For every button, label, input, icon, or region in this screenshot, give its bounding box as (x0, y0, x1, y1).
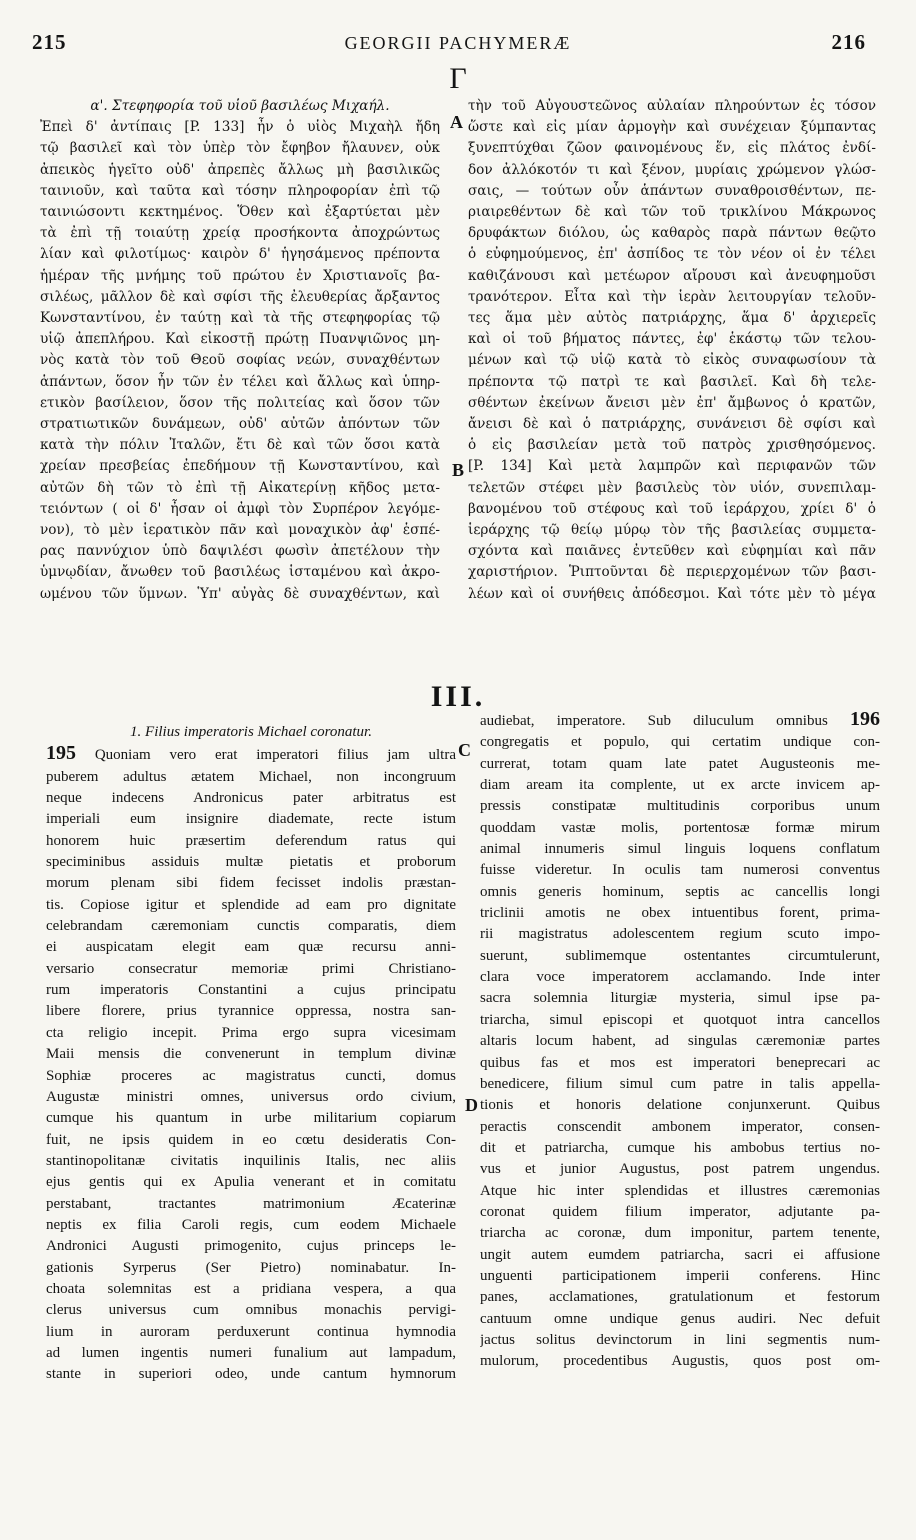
greek-left-line: ετικὸν βασίλειον, ὅσον τῆς πολιτείας καὶ ὅσον τῶν (40, 394, 440, 411)
latin-left-line: clerus universus cum omnibus monachis pervigi- (46, 1302, 456, 1319)
latin-left-line: fuit, ne ipsis quidem in eo cœtu desideratis Con- (46, 1131, 456, 1148)
greek-left-line: σιλέως, μᾶλλον δὲ καὶ σφίσι τῆς ἐλευθερίας ἄρξαντος (40, 288, 440, 305)
latin-right-line: pressis constipatæ multitudinis corporibus unum (480, 798, 880, 815)
greek-left-lines (40, 117, 440, 605)
latin-left-first-line (46, 743, 456, 766)
latin-right-line: diam aream ita complente, ut ex arcte invicem ap- (480, 777, 880, 794)
greek-left-line: χρείαν πρεσβείας ἐπεδήμουν τῇ Κωνσταντίνου, καὶ (40, 458, 440, 475)
latin-right-line: panes, acclamationes, gratulationum et festorum (480, 1289, 880, 1306)
greek-left-line: ὑμνῳδίαν, ἄνωθεν τοῦ βασιλέως ἱσταμένου καὶ ἀκρο- (40, 564, 440, 581)
greek-right-line: μένων καὶ τῷ υἱῷ κατὰ τὸ εἰκὸς συναφωσίουν τὰ (468, 352, 876, 369)
latin-right-line: tionis et honoris delatione conjunxerunt. Quibus (480, 1097, 880, 1114)
latin-left-line: tis. Copiose igitur et splendide ad eam pro dignitate (46, 896, 456, 913)
greek-right-line: ἱεράρχης τῷ θείῳ μύρῳ τὸν τῆς βασιλείας συμμετα- (468, 522, 876, 539)
latin-right-line: fuisse videretur. In oculis tam numerosi conventus (480, 862, 880, 879)
greek-column-left (40, 96, 440, 605)
latin-right-line: cantuum omne undique genus audiri. Nec defuit (480, 1310, 880, 1327)
latin-right-line: quoddam vastæ molis, portentosæ formæ mirum (480, 819, 880, 836)
greek-right-line: σχόντα καὶ παιᾶνες ἐντεῦθεν καὶ εὐφημίαι καὶ πᾶν (468, 543, 876, 560)
greek-left-line: κατὰ τὴν πόλιν Ἰταλῶν, ἔτι δὲ καὶ τῶν ὅσοι κατὰ (40, 437, 440, 454)
margin-letter-b: B (452, 460, 465, 480)
greek-right-line: ριαιρεθέντων δὲ καὶ τῶν τοῦ τρικλίνου Μάκρωνος (468, 204, 876, 221)
latin-right-line: congregatis et populo, qui certatim undique con- (480, 734, 880, 751)
latin-right-line: benedicere, filium simul cum patre in talis appella- (480, 1075, 880, 1092)
greek-right-line: τελετῶν στέφει μὲν βασιλεὺς τὸν υἱόν, συνεπιλαμ- (468, 479, 876, 496)
latin-left-line: perstabant, tractantes matrimonium Æcaterinæ (46, 1195, 456, 1212)
greek-right-line: σθέντων ἐκείνων ἄνεισι μὲν ἐπ' ἄμβωνος ὁ κρατῶν, (468, 394, 876, 411)
latin-left-line: cumque his quantum in urbe militarium copiarum (46, 1110, 456, 1127)
greek-right-line: ἄνεισι δὲ καὶ ὁ πατριάρχης, συνάνεισι δὲ σφίσι καὶ (468, 416, 876, 433)
latin-left-line: ad lumen ingentis numeri funalium aut lampadum, (46, 1344, 456, 1361)
page-number-left: 215 (32, 30, 67, 54)
greek-left-line: τῷ βασιλεῖ καὶ τὸν ὑπὲρ τὸν ἔφηβον ἤλαυνεν, οὐκ (40, 140, 440, 157)
greek-left-line: λίαν καὶ φιλοτίμως· καιρὸν δ' ἡγησάμενος πρέποντα (40, 246, 440, 263)
latin-left-line: versario consecratur memoriæ primi Christiano- (46, 960, 456, 977)
latin-right-line: rii magistratus adolescentem regium scuto impo- (480, 926, 880, 943)
latin-right-line: peractis conscendit ambonem imperator, consen- (480, 1118, 880, 1135)
latin-left-line: choata solemnitas est a pridiana vespera, a qua (46, 1280, 456, 1297)
latin-left-line: Augustæ ministri omnes, universus ordo civium, (46, 1088, 456, 1105)
latin-right-line: vus et junior Augustus, post patrem ungendus. (480, 1161, 880, 1178)
greek-right-line: τρανότερον. Εἶτα καὶ τὴν ἱερὰν λειτουργίαν τελοῦν- (468, 288, 876, 305)
greek-left-line: ἁπάντων, ὅσον ἦν τῶν ἐν τέλει καὶ ἄλλως καὶ ὑπηρ- (40, 373, 440, 390)
greek-chapter-title: α'. Στεφηφορία τοῦ υἱοῦ βασιλέως Μιχαήλ. (90, 98, 390, 114)
latin-left-line: neque indecens Andronicus pater arbitratus est (46, 790, 456, 807)
greek-right-line: ὥστε καὶ εἰς μίαν ἁρμογὴν καὶ συνέχειαν ξύμπαντας (468, 119, 876, 136)
greek-right-line: χαριστήριον. Ῥιπτοῦνται δὲ περιερχομένων τῶν βασι- (468, 564, 876, 581)
greek-right-line: δρυφάκτων διόλου, ὡς καθαρὸς παρὰ πάντων θεῷτο (468, 225, 876, 242)
latin-left-lines (46, 743, 456, 1385)
latin-right-line: mulorum, procedentibus Augustis, quos post om- (480, 1353, 880, 1370)
greek-left-line: ταινιώσοντι κεκτημένος. Ὅθεν καὶ ἐξαρτύεται μὲν (40, 204, 440, 221)
greek-left-line: τὰ ἐπὶ τῇ τοιαύτῃ χρείᾳ προσήκοντα ἀποχρώντως (40, 225, 440, 242)
latin-right-line: altaris locum habent, ad singulas cæremoniæ partes (480, 1033, 880, 1050)
latin-left-line: ejus gentis qui ex Apulia venerant et in comitatu (46, 1174, 456, 1191)
greek-left-line: ταινιοῦν, καὶ ταῦτα καὶ τόσην πληροφορίαν ἐπὶ τῷ (40, 182, 440, 199)
greek-right-line: ὁ εἰς βασιλείαν μετὰ τοῦ πατρὸς χρισθησόμενος. (468, 437, 876, 454)
greek-left-line: Κωνσταντίνου, ἐν ταύτῃ καὶ τὰ τῆς στεφηφορίας τῷ (40, 310, 440, 327)
latin-left-line: lium in auroram perduxerunt continua hymnodia (46, 1323, 456, 1340)
latin-left-first-text: Quoniam vero erat imperatori filius jam ultra (94, 747, 456, 764)
latin-right-first-line (480, 709, 880, 732)
latin-right-line: triarcha ac coronæ, dum imponitur, partem tenente, (480, 1225, 880, 1242)
book-letter: Γ (449, 62, 467, 95)
latin-left-line: rum imperatoris Constantini a cujus principatu (46, 982, 456, 999)
latin-right-line: clara voce imperatorem acclamando. Inde inter (480, 969, 880, 986)
greek-right-line: σαις, — τούτων οὖν ἁπάντων συναθροισθέντων, πε- (468, 182, 876, 199)
latin-right-line: dit et patriarcha, cumque his ambobus tertius no- (480, 1139, 880, 1156)
greek-left-line: ἀπεικὸς ἡγεῖτο οὐδ' ἀπρεπὲς ἄλλως μὴ βασιλικῶς (40, 161, 440, 178)
latin-right-line: Atque hic inter splendidas et illustres cæremonias (480, 1182, 880, 1199)
greek-left-line: τειόντων ( οἱ δ' ἦσαν οἱ ἀμφὶ τὸν Συρπέρον λεγόμε- (40, 500, 440, 517)
greek-left-line: αὐτῶν δὴ τῶν τὸ ἐπὶ τῇ Αἰκατερίνῃ κῆδος μετα- (40, 479, 440, 496)
latin-right-line: jactus solitus devinctorum in lini segmentis num- (480, 1331, 880, 1348)
latin-left-line: ei auspicatam elegit eam quæ recursu anni- (46, 939, 456, 956)
latin-left-line: libere florere, prius tyrannice oppressa, nostra san- (46, 1003, 456, 1020)
margin-letter-a: A (450, 112, 463, 132)
latin-left-line: stantinopolitanæ civitatis inquilinis Italis, nec aliis (46, 1152, 456, 1169)
latin-right-line: suerunt, sublimemque ostentantes circumtulerunt, (480, 947, 880, 964)
section-heading: III. (430, 680, 486, 713)
latin-left-line: Andronici Augusti primogenito, cujus princeps le- (46, 1238, 456, 1255)
paragraph-number-195: 195 (46, 743, 76, 765)
greek-right-line: πρέποντα τῷ πατρὶ τε καὶ βασιλεῖ. Καὶ δὴ τελε- (468, 373, 876, 390)
latin-right-line: quibus fas et mos est imperatori beneprecari ac (480, 1054, 880, 1071)
greek-right-line: δον ἀλλόκοτόν τι καὶ ξένον, μυρίαις χρώμενον γλώσ- (468, 161, 876, 178)
paragraph-number-196: 196 (850, 709, 880, 730)
latin-right-line: ungit autem eumdem patriarcha, sacri ei affusione (480, 1246, 880, 1263)
greek-right-line: τες ἅμα μὲν αὐτὸς πατριάρχης, ἅμα δ' ἀρχιερεῖς (468, 310, 876, 327)
latin-left-line: Sophiæ proceres ac magistratus cuncti, domus (46, 1067, 456, 1084)
greek-left-line: ωμένου τῶν ὕμνων. Ὑπ' αὐγὰς δὲ συναχθέντων, καὶ (40, 585, 440, 602)
latin-right-line: sacra solemnia liturgiæ mysteria, simul ipse pa- (480, 990, 880, 1007)
latin-left-line: celebrandam cæremoniam cunctis comparatis, diem (46, 918, 456, 935)
latin-chapter-title: 1. Filius imperatoris Michael coronatur. (130, 724, 372, 740)
latin-left-line: imperiali eum insignire diademate, recte istum (46, 811, 456, 828)
greek-left-line: νον), τὸ μὲν ἱερατικὸν πᾶν καὶ μοναχικὸν ἀφ' ἑσπέ- (40, 522, 440, 539)
latin-left-line: honorem huic præsertim deferendum ratus qui (46, 832, 456, 849)
latin-right-line: unguenti participationem imperii conferens. Hinc (480, 1267, 880, 1284)
latin-right-line: coronat quidem filium imperator, adjutante pa- (480, 1203, 880, 1220)
latin-left-line: gationis Syrperus (Ser Pietro) nominabatur. In- (46, 1259, 456, 1276)
latin-left-line: neptis ex filia Caroli regis, cum eodem Michaele (46, 1216, 456, 1233)
greek-left-line: υἱῷ ἀπεπλήρου. Καὶ εἰκοστῇ πρώτῃ Πυανψιῶνος μη- (40, 331, 440, 348)
greek-left-line: στρατιωτικῶν δυνάμεων, οὐδ' αὐτῶν ἀπόντων τῶν (40, 416, 440, 433)
latin-right-first-text: audiebat, imperatore. Sub diluculum omnibus (480, 713, 828, 729)
latin-left-line: speciminibus assiduis multæ pietatis et proborum (46, 854, 456, 871)
greek-right-line: βανομένου τοῦ στέφους καὶ τοῦ ἱεράρχου, χρίει δ' ὁ (468, 500, 876, 517)
running-head: GEORGII PACHYMERÆ (344, 33, 572, 53)
greek-right-line: [P. 134] Καὶ μετὰ λαμπρῶν καὶ περιφανῶν τῶν (468, 458, 876, 475)
latin-right-lines (480, 732, 880, 1372)
margin-letter-d: D (465, 1095, 478, 1115)
greek-right-lines (468, 96, 876, 605)
latin-right-line: animal innumeris simul linguis loquens conflatum (480, 841, 880, 858)
greek-right-line: ξυνεπτύχθαι ζῶον φαινομένους ἕν, εἰς πλάτος ἐνδί- (468, 140, 876, 157)
latin-right-line: triarcha, simul episcopi et quotquot intra cancellos (480, 1011, 880, 1028)
greek-right-line: καὶ οἱ τοῦ βήματος πάντες, ἐφ' ἑκάστῳ τῶν τελου- (468, 331, 876, 348)
greek-right-line: τὴν τοῦ Αὐγουστεῶνος αὐλαίαν πληρούντων ἐς τόσον (468, 98, 876, 114)
page-number-right: 216 (831, 30, 866, 54)
margin-letter-c: C (458, 740, 471, 760)
latin-column-right (480, 709, 880, 1373)
latin-right-line: omnis generis hominum, septis ac cancellis longi (480, 883, 880, 900)
greek-left-line: νὸς κατὰ τὸν τοῦ Θεοῦ σοφίας νεών, συναχθέντων (40, 352, 440, 369)
greek-right-line: ὁ εὐφημούμενος, ἐπ' ἀσπίδος τε τὸν νέον οἱ ἐν τέλει (468, 246, 876, 263)
latin-left-line: Maii mensis die convenerunt in templum divinæ (46, 1046, 456, 1063)
latin-right-line: triclinii amotis ne obex intuentibus forent, prima- (480, 905, 880, 922)
greek-left-line: Ἐπεὶ δ' ἀντίπαις [P. 133] ἦν ὁ υἱὸς Μιχαὴλ ἤδη (40, 119, 440, 136)
latin-left-line: stante in superiori odeo, unde cantum hymnorum (46, 1366, 456, 1383)
latin-column-left (46, 722, 456, 1386)
latin-right-line: currerat, totam quam late patet Augusteonis me- (480, 755, 880, 772)
greek-column-right (468, 96, 876, 605)
latin-left-line: morum plenam sibi fidem fecisset indolis præstan- (46, 875, 456, 892)
greek-left-line: ἡμέραν τῆς μνήμης τοῦ πρώτου ἐν Χριστιανοῖς βα- (40, 267, 440, 284)
greek-right-line: καθιζάνουσι καὶ μετέωρον αἴρουσι καὶ ἀνευφημοῦσι (468, 267, 876, 284)
greek-right-line: λέων καὶ οἱ συνήθεις ἀπόδεσμοι. Καὶ τότε μὲν τὸ μέγα (468, 585, 876, 602)
latin-left-line: cta religio incepit. Prima ergo supra vicesimam (46, 1024, 456, 1041)
greek-left-line: ρας παννύχιον ὑπὸ δαψιλέσι φωσὶν ἀπετέλουν τὴν (40, 543, 440, 560)
latin-left-line: puberem adultus ætatem Michael, non incongruum (46, 768, 456, 785)
